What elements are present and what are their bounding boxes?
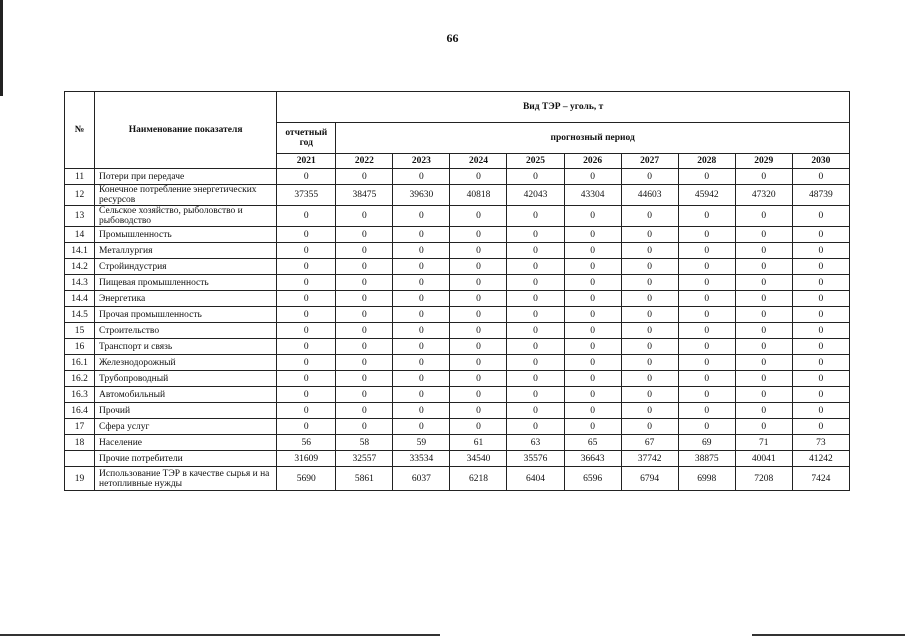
value-cell: 0 xyxy=(393,339,450,355)
row-number: 11 xyxy=(65,169,95,185)
value-cell: 0 xyxy=(678,275,735,291)
value-cell: 0 xyxy=(507,206,564,227)
value-cell: 0 xyxy=(336,206,393,227)
value-cell: 0 xyxy=(450,403,507,419)
value-cell: 0 xyxy=(678,387,735,403)
row-number: 13 xyxy=(65,206,95,227)
value-cell: 0 xyxy=(564,169,621,185)
value-cell: 6596 xyxy=(564,467,621,491)
value-cell: 0 xyxy=(450,259,507,275)
table-row xyxy=(65,451,850,467)
value-cell: 0 xyxy=(621,419,678,435)
indicator-name: Конечное потребление энергетических ресурсов xyxy=(95,185,277,206)
value-cell: 6218 xyxy=(450,467,507,491)
value-cell: 0 xyxy=(507,291,564,307)
value-cell: 0 xyxy=(792,206,849,227)
value-cell: 0 xyxy=(792,275,849,291)
indicator-name: Строительство xyxy=(95,323,277,339)
value-cell: 40818 xyxy=(450,185,507,206)
value-cell: 0 xyxy=(277,323,336,339)
value-cell: 41242 xyxy=(792,451,849,467)
value-cell: 0 xyxy=(735,275,792,291)
value-cell: 73 xyxy=(792,435,849,451)
value-cell: 0 xyxy=(735,169,792,185)
value-cell: 0 xyxy=(336,355,393,371)
value-cell: 0 xyxy=(393,403,450,419)
value-cell: 0 xyxy=(564,275,621,291)
table-row xyxy=(65,169,850,185)
value-cell: 0 xyxy=(277,307,336,323)
value-cell: 0 xyxy=(393,387,450,403)
row-number: 16 xyxy=(65,339,95,355)
table-row xyxy=(65,291,850,307)
value-cell: 0 xyxy=(277,243,336,259)
value-cell: 0 xyxy=(336,259,393,275)
value-cell: 0 xyxy=(678,259,735,275)
value-cell: 37742 xyxy=(621,451,678,467)
value-cell: 6794 xyxy=(621,467,678,491)
value-cell: 0 xyxy=(277,206,336,227)
value-cell: 0 xyxy=(450,387,507,403)
value-cell: 0 xyxy=(507,243,564,259)
value-cell: 0 xyxy=(564,355,621,371)
value-cell: 0 xyxy=(735,307,792,323)
value-cell: 0 xyxy=(336,339,393,355)
value-cell: 6037 xyxy=(393,467,450,491)
indicator-name: Железнодорожный xyxy=(95,355,277,371)
value-cell: 59 xyxy=(393,435,450,451)
value-cell: 0 xyxy=(393,259,450,275)
value-cell: 0 xyxy=(277,403,336,419)
value-cell: 0 xyxy=(792,339,849,355)
year-header: 2021 xyxy=(277,154,336,169)
value-cell: 33534 xyxy=(393,451,450,467)
value-cell: 0 xyxy=(564,371,621,387)
value-cell: 31609 xyxy=(277,451,336,467)
indicator-name: Стройиндустрия xyxy=(95,259,277,275)
value-cell: 36643 xyxy=(564,451,621,467)
value-cell: 0 xyxy=(621,307,678,323)
value-cell: 0 xyxy=(393,355,450,371)
value-cell: 38875 xyxy=(678,451,735,467)
value-cell: 45942 xyxy=(678,185,735,206)
row-number: 12 xyxy=(65,185,95,206)
report-year-header: отчетный год xyxy=(277,123,336,154)
value-cell: 0 xyxy=(336,291,393,307)
row-number: 14.4 xyxy=(65,291,95,307)
table-row xyxy=(65,185,850,206)
value-cell: 0 xyxy=(792,169,849,185)
value-cell: 0 xyxy=(393,169,450,185)
value-cell: 0 xyxy=(450,275,507,291)
table-row xyxy=(65,435,850,451)
year-header: 2028 xyxy=(678,154,735,169)
indicator-name: Промышленность xyxy=(95,227,277,243)
value-cell: 0 xyxy=(678,206,735,227)
table-row xyxy=(65,355,850,371)
value-cell: 65 xyxy=(564,435,621,451)
value-cell: 0 xyxy=(564,291,621,307)
value-cell: 0 xyxy=(792,403,849,419)
value-cell: 47320 xyxy=(735,185,792,206)
value-cell: 6404 xyxy=(507,467,564,491)
value-cell: 0 xyxy=(450,323,507,339)
value-cell: 67 xyxy=(621,435,678,451)
value-cell: 0 xyxy=(393,243,450,259)
value-cell: 0 xyxy=(621,291,678,307)
value-cell: 39630 xyxy=(393,185,450,206)
value-cell: 0 xyxy=(564,227,621,243)
value-cell: 0 xyxy=(336,243,393,259)
indicator-name: Транспорт и связь xyxy=(95,339,277,355)
row-number: 18 xyxy=(65,435,95,451)
value-cell: 63 xyxy=(507,435,564,451)
value-cell: 0 xyxy=(792,227,849,243)
value-cell: 0 xyxy=(277,275,336,291)
value-cell: 0 xyxy=(393,419,450,435)
value-cell: 38475 xyxy=(336,185,393,206)
value-cell: 0 xyxy=(735,323,792,339)
value-cell: 0 xyxy=(792,355,849,371)
value-cell: 0 xyxy=(792,259,849,275)
value-cell: 0 xyxy=(450,206,507,227)
value-cell: 0 xyxy=(678,371,735,387)
value-cell: 0 xyxy=(564,403,621,419)
value-cell: 0 xyxy=(336,371,393,387)
value-cell: 0 xyxy=(792,419,849,435)
table-row xyxy=(65,206,850,227)
page-number: 66 xyxy=(446,31,459,45)
value-cell: 44603 xyxy=(621,185,678,206)
value-cell: 5861 xyxy=(336,467,393,491)
row-number: 17 xyxy=(65,419,95,435)
scan-edge-line xyxy=(0,0,3,96)
value-cell: 35576 xyxy=(507,451,564,467)
value-cell: 0 xyxy=(393,371,450,387)
table-row xyxy=(65,307,850,323)
value-cell: 0 xyxy=(564,323,621,339)
year-header: 2024 xyxy=(450,154,507,169)
row-number: 16.3 xyxy=(65,387,95,403)
table-row xyxy=(65,275,850,291)
value-cell: 0 xyxy=(277,355,336,371)
table-row xyxy=(65,227,850,243)
indicator-name: Энергетика xyxy=(95,291,277,307)
value-cell: 0 xyxy=(735,371,792,387)
value-cell: 0 xyxy=(277,371,336,387)
value-cell: 37355 xyxy=(277,185,336,206)
value-cell: 0 xyxy=(393,227,450,243)
row-number: 14.2 xyxy=(65,259,95,275)
value-cell: 34540 xyxy=(450,451,507,467)
value-cell: 0 xyxy=(450,169,507,185)
value-cell: 7208 xyxy=(735,467,792,491)
value-cell: 0 xyxy=(792,307,849,323)
value-cell: 0 xyxy=(450,227,507,243)
value-cell: 0 xyxy=(277,259,336,275)
value-cell: 0 xyxy=(678,291,735,307)
year-header: 2022 xyxy=(336,154,393,169)
value-cell: 0 xyxy=(277,227,336,243)
value-cell: 69 xyxy=(678,435,735,451)
value-cell: 0 xyxy=(336,323,393,339)
indicator-name: Использование ТЭР в качестве сырья и на нетопливные нужды xyxy=(95,467,277,491)
year-header: 2026 xyxy=(564,154,621,169)
indicator-name: Трубопроводный xyxy=(95,371,277,387)
indicator-name: Пищевая промышленность xyxy=(95,275,277,291)
table-row xyxy=(65,387,850,403)
value-cell: 0 xyxy=(277,339,336,355)
value-cell: 0 xyxy=(507,403,564,419)
row-number xyxy=(65,451,95,467)
value-cell: 0 xyxy=(393,291,450,307)
indicator-name: Прочая промышленность xyxy=(95,307,277,323)
value-cell: 0 xyxy=(735,403,792,419)
value-cell: 6998 xyxy=(678,467,735,491)
year-header: 2023 xyxy=(393,154,450,169)
indicator-name: Автомобильный xyxy=(95,387,277,403)
fuel-resources-table xyxy=(64,91,850,491)
year-header: 2029 xyxy=(735,154,792,169)
table-row xyxy=(65,339,850,355)
value-cell: 7424 xyxy=(792,467,849,491)
value-cell: 0 xyxy=(678,243,735,259)
value-cell: 0 xyxy=(450,419,507,435)
value-cell: 0 xyxy=(564,387,621,403)
table-row xyxy=(65,323,850,339)
value-cell: 0 xyxy=(277,387,336,403)
value-cell: 0 xyxy=(450,307,507,323)
value-cell: 0 xyxy=(393,307,450,323)
col-name-header: Наименование показателя xyxy=(95,92,277,169)
value-cell: 0 xyxy=(507,275,564,291)
value-cell: 0 xyxy=(621,275,678,291)
value-cell: 0 xyxy=(678,307,735,323)
value-cell: 0 xyxy=(450,371,507,387)
year-header: 2027 xyxy=(621,154,678,169)
value-cell: 0 xyxy=(277,419,336,435)
value-cell: 0 xyxy=(792,371,849,387)
value-cell: 0 xyxy=(564,339,621,355)
indicator-name: Население xyxy=(95,435,277,451)
table-header xyxy=(65,92,850,169)
value-cell: 0 xyxy=(735,291,792,307)
value-cell: 0 xyxy=(735,387,792,403)
value-cell: 0 xyxy=(621,169,678,185)
table-row xyxy=(65,403,850,419)
value-cell: 0 xyxy=(621,371,678,387)
value-cell: 0 xyxy=(678,419,735,435)
value-cell: 43304 xyxy=(564,185,621,206)
value-cell: 0 xyxy=(621,339,678,355)
value-cell: 0 xyxy=(507,323,564,339)
table-row xyxy=(65,371,850,387)
value-cell: 0 xyxy=(450,291,507,307)
value-cell: 32557 xyxy=(336,451,393,467)
indicator-name: Прочие потребители xyxy=(95,451,277,467)
value-cell: 0 xyxy=(564,206,621,227)
value-cell: 0 xyxy=(735,419,792,435)
table-body xyxy=(65,169,850,491)
value-cell: 0 xyxy=(621,259,678,275)
row-number: 16.2 xyxy=(65,371,95,387)
year-header: 2025 xyxy=(507,154,564,169)
value-cell: 0 xyxy=(450,339,507,355)
value-cell: 0 xyxy=(621,323,678,339)
value-cell: 0 xyxy=(621,206,678,227)
value-cell: 0 xyxy=(450,243,507,259)
value-cell: 0 xyxy=(564,307,621,323)
value-cell: 0 xyxy=(621,227,678,243)
value-cell: 0 xyxy=(792,291,849,307)
value-cell: 0 xyxy=(621,355,678,371)
value-cell: 0 xyxy=(564,419,621,435)
value-cell: 0 xyxy=(564,259,621,275)
value-cell: 0 xyxy=(735,206,792,227)
value-cell: 0 xyxy=(792,243,849,259)
table-row xyxy=(65,259,850,275)
value-cell: 48739 xyxy=(792,185,849,206)
forecast-period-header: прогнозный период xyxy=(336,123,850,154)
value-cell: 0 xyxy=(621,403,678,419)
value-cell: 0 xyxy=(393,323,450,339)
value-cell: 0 xyxy=(336,275,393,291)
table-row xyxy=(65,243,850,259)
value-cell: 0 xyxy=(792,323,849,339)
value-cell: 0 xyxy=(678,323,735,339)
value-cell: 61 xyxy=(450,435,507,451)
value-cell: 0 xyxy=(507,227,564,243)
value-cell: 0 xyxy=(507,307,564,323)
row-number: 14.1 xyxy=(65,243,95,259)
value-cell: 0 xyxy=(507,339,564,355)
indicator-name: Сфера услуг xyxy=(95,419,277,435)
value-cell: 0 xyxy=(507,419,564,435)
value-cell: 0 xyxy=(678,227,735,243)
row-number: 15 xyxy=(65,323,95,339)
row-number: 16.1 xyxy=(65,355,95,371)
table-row xyxy=(65,419,850,435)
value-cell: 0 xyxy=(450,355,507,371)
value-cell: 0 xyxy=(735,227,792,243)
value-cell: 0 xyxy=(336,169,393,185)
value-cell: 58 xyxy=(336,435,393,451)
table-row xyxy=(65,467,850,491)
value-cell: 0 xyxy=(564,243,621,259)
year-header: 2030 xyxy=(792,154,849,169)
value-cell: 0 xyxy=(507,387,564,403)
value-cell: 0 xyxy=(678,403,735,419)
value-cell: 40041 xyxy=(735,451,792,467)
scan-bottom-line xyxy=(0,634,440,636)
value-cell: 0 xyxy=(336,227,393,243)
value-cell: 42043 xyxy=(507,185,564,206)
row-number: 14 xyxy=(65,227,95,243)
indicator-name: Сельское хозяйство, рыболовство и рыбоводство xyxy=(95,206,277,227)
value-cell: 0 xyxy=(678,339,735,355)
row-number: 19 xyxy=(65,467,95,491)
value-cell: 0 xyxy=(735,339,792,355)
value-cell: 5690 xyxy=(277,467,336,491)
value-cell: 0 xyxy=(336,387,393,403)
value-cell: 0 xyxy=(336,419,393,435)
value-cell: 0 xyxy=(735,243,792,259)
scan-bottom-line xyxy=(752,634,905,636)
value-cell: 0 xyxy=(393,206,450,227)
col-number-header: № xyxy=(65,92,95,169)
value-cell: 0 xyxy=(277,169,336,185)
row-number: 14.3 xyxy=(65,275,95,291)
value-cell: 0 xyxy=(792,387,849,403)
indicator-name: Прочий xyxy=(95,403,277,419)
value-cell: 0 xyxy=(277,291,336,307)
value-cell: 0 xyxy=(621,387,678,403)
value-cell: 0 xyxy=(336,403,393,419)
value-cell: 0 xyxy=(735,259,792,275)
value-cell: 0 xyxy=(507,169,564,185)
value-cell: 0 xyxy=(507,355,564,371)
value-cell: 71 xyxy=(735,435,792,451)
value-cell: 0 xyxy=(507,371,564,387)
value-cell: 0 xyxy=(735,355,792,371)
indicator-name: Металлургия xyxy=(95,243,277,259)
value-cell: 0 xyxy=(507,259,564,275)
fuel-type-header: Вид ТЭР – уголь, т xyxy=(277,92,850,123)
value-cell: 0 xyxy=(336,307,393,323)
value-cell: 0 xyxy=(678,169,735,185)
row-number: 16.4 xyxy=(65,403,95,419)
value-cell: 0 xyxy=(393,275,450,291)
value-cell: 0 xyxy=(621,243,678,259)
value-cell: 56 xyxy=(277,435,336,451)
row-number: 14.5 xyxy=(65,307,95,323)
value-cell: 0 xyxy=(678,355,735,371)
indicator-name: Потери при передаче xyxy=(95,169,277,185)
